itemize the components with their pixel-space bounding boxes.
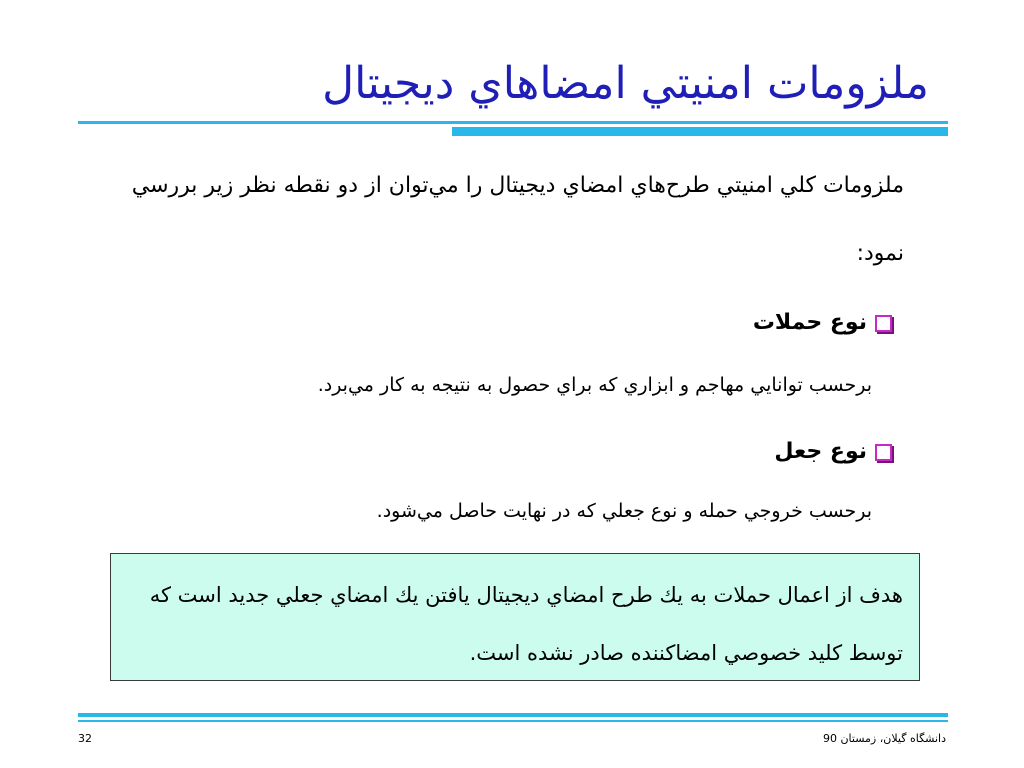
bullet-description: برحسب توانايي مهاجم و ابزاري كه براي حصول به نتيجه به كار مي‌برد. (317, 374, 872, 396)
highlight-text: هدف از اعمال حملات به يك طرح امضاي ديجيتال يافتن يك امضاي جعلي جديد است كه توسط كليد خصوصي امضاكننده صادر نشده است. (149, 583, 903, 665)
title-rule-thick (452, 127, 948, 136)
title-rule-thin (78, 121, 948, 124)
footer-university: دانشگاه گيلان، زمستان 90 (822, 732, 946, 745)
bullet-description: برحسب خروجي حمله و نوع جعلي كه در نهايت حاصل مي‌شود. (376, 500, 872, 522)
intro-paragraph: ملزومات كلي امنيتي طرح‌هاي امضاي ديجيتال را مي‌توان از دو نقطه نظر زير بررسي نمود: (131, 173, 904, 266)
page-number: 32 (78, 732, 92, 745)
footer-rule-thin (78, 720, 948, 722)
bullet-item-forgery-type (774, 437, 892, 467)
checkbox-bullet-icon (875, 444, 892, 461)
checkbox-bullet-icon (875, 315, 892, 332)
highlight-box (110, 553, 920, 681)
bullet-item-attack-type (753, 308, 892, 338)
bullet-heading: نوع جعل (774, 439, 867, 464)
slide-title: ملزومات امنيتي امضاهاي ديجيتال (322, 58, 929, 109)
footer-rule-thick (78, 713, 948, 717)
bullet-heading: نوع حملات (752, 310, 867, 335)
